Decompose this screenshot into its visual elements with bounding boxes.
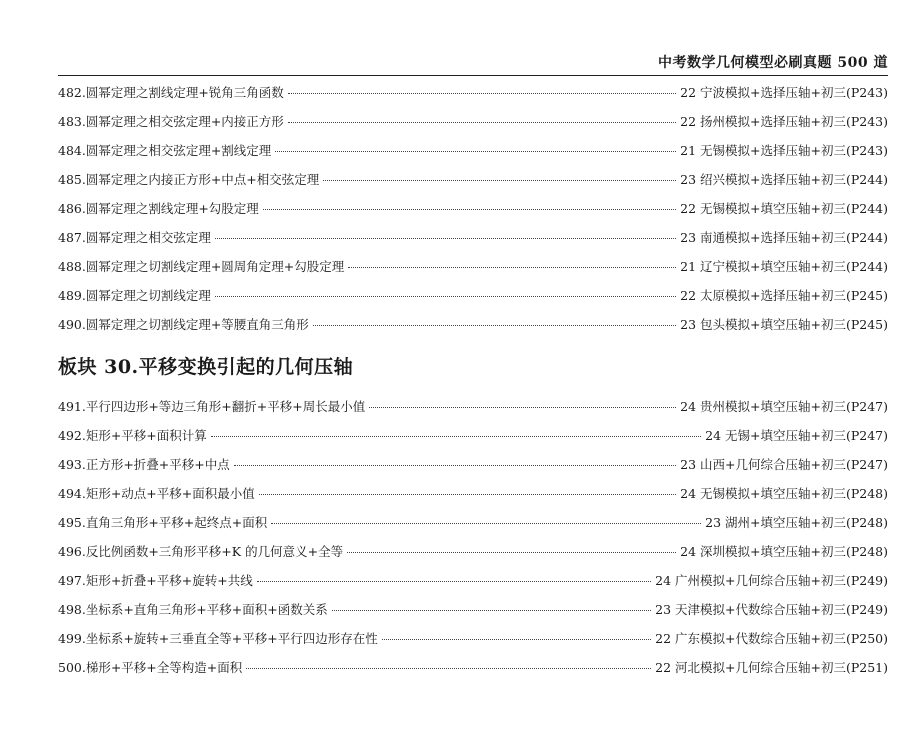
toc-entry[interactable] <box>58 455 888 484</box>
entry-title: 496.反比例函数+三角形平移+K 的几何意义+全等 <box>58 544 344 559</box>
page-header <box>58 42 888 76</box>
entry-source: 21 无锡模拟+选择压轴+初三(P243) <box>680 143 888 158</box>
toc-entry[interactable] <box>58 484 888 513</box>
toc-entry[interactable] <box>58 170 888 199</box>
toc-list-section-1 <box>58 83 888 344</box>
dot-leader <box>313 325 676 326</box>
dot-leader <box>288 93 676 94</box>
header-rule <box>58 75 888 76</box>
dot-leader <box>259 494 676 495</box>
toc-entry[interactable] <box>58 199 888 228</box>
entry-source: 24 无锡+填空压轴+初三(P247) <box>705 428 888 443</box>
entry-source: 24 广州模拟+几何综合压轴+初三(P249) <box>655 573 888 588</box>
toc-list-section-2 <box>58 397 888 687</box>
entry-title: 500.梯形+平移+全等构造+面积 <box>58 660 243 675</box>
dot-leader <box>275 151 676 152</box>
entry-title: 487.圆幂定理之相交弦定理 <box>58 230 211 245</box>
toc-entry[interactable] <box>58 571 888 600</box>
toc-entry[interactable] <box>58 629 888 658</box>
entry-source: 21 辽宁模拟+填空压轴+初三(P244) <box>680 259 888 274</box>
entry-source: 22 宁波模拟+选择压轴+初三(P243) <box>680 85 888 100</box>
entry-title: 483.圆幂定理之相交弦定理+内接正方形 <box>58 114 284 129</box>
entry-title: 495.直角三角形+平移+起终点+面积 <box>58 515 268 530</box>
toc-entry[interactable] <box>58 257 888 286</box>
dot-leader <box>288 122 676 123</box>
entry-source: 23 包头模拟+填空压轴+初三(P245) <box>680 317 888 332</box>
entry-title: 494.矩形+动点+平移+面积最小值 <box>58 486 255 501</box>
entry-source: 22 河北模拟+几何综合压轴+初三(P251) <box>655 660 888 675</box>
dot-leader <box>211 436 701 437</box>
entry-title: 489.圆幂定理之切割线定理 <box>58 288 211 303</box>
entry-title: 485.圆幂定理之内接正方形+中点+相交弦定理 <box>58 172 320 187</box>
dot-leader <box>323 180 676 181</box>
toc-entry[interactable] <box>58 228 888 257</box>
entry-source: 24 深圳模拟+填空压轴+初三(P248) <box>680 544 888 559</box>
entry-title: 492.矩形+平移+面积计算 <box>58 428 207 443</box>
toc-entry[interactable] <box>58 513 888 542</box>
entry-title: 497.矩形+折叠+平移+旋转+共线 <box>58 573 253 588</box>
dot-leader <box>332 610 651 611</box>
entry-source: 24 无锡模拟+填空压轴+初三(P248) <box>680 486 888 501</box>
entry-title: 488.圆幂定理之切割线定理+圆周角定理+勾股定理 <box>58 259 345 274</box>
entry-title: 491.平行四边形+等边三角形+翻折+平移+周长最小值 <box>58 399 366 414</box>
dot-leader <box>347 552 676 553</box>
entry-title: 498.坐标系+直角三角形+平移+面积+函数关系 <box>58 602 328 617</box>
toc-entry[interactable] <box>58 141 888 170</box>
dot-leader <box>215 238 676 239</box>
entry-source: 23 南通模拟+选择压轴+初三(P244) <box>680 230 888 245</box>
entry-title: 499.坐标系+旋转+三垂直全等+平移+平行四边形存在性 <box>58 631 378 646</box>
entry-title: 493.正方形+折叠+平移+中点 <box>58 457 230 472</box>
section-heading: 板块 30.平移变换引起的几何压轴 <box>58 356 354 378</box>
toc-entry[interactable] <box>58 315 888 344</box>
entry-source: 23 湖州+填空压轴+初三(P248) <box>705 515 888 530</box>
dot-leader <box>234 465 676 466</box>
entry-source: 22 太原模拟+选择压轴+初三(P245) <box>680 288 888 303</box>
dot-leader <box>369 407 676 408</box>
toc-entry[interactable] <box>58 658 888 687</box>
toc-entry[interactable] <box>58 542 888 571</box>
entry-source: 22 广东模拟+代数综合压轴+初三(P250) <box>655 631 888 646</box>
entry-title: 486.圆幂定理之割线定理+勾股定理 <box>58 201 259 216</box>
entry-source: 24 贵州模拟+填空压轴+初三(P247) <box>680 399 888 414</box>
dot-leader <box>382 639 651 640</box>
dot-leader <box>246 668 651 669</box>
toc-entry[interactable] <box>58 397 888 426</box>
entry-title: 484.圆幂定理之相交弦定理+割线定理 <box>58 143 272 158</box>
toc-entry[interactable] <box>58 83 888 112</box>
entry-source: 22 扬州模拟+选择压轴+初三(P243) <box>680 114 888 129</box>
dot-leader <box>271 523 701 524</box>
dot-leader <box>263 209 676 210</box>
dot-leader <box>257 581 651 582</box>
toc-entry[interactable] <box>58 600 888 629</box>
toc-entry[interactable] <box>58 286 888 315</box>
dot-leader <box>348 267 676 268</box>
toc-entry[interactable] <box>58 426 888 455</box>
entry-title: 490.圆幂定理之切割线定理+等腰直角三角形 <box>58 317 309 332</box>
entry-source: 23 天津模拟+代数综合压轴+初三(P249) <box>655 602 888 617</box>
dot-leader <box>215 296 676 297</box>
entry-source: 23 绍兴模拟+选择压轴+初三(P244) <box>680 172 888 187</box>
entry-source: 22 无锡模拟+填空压轴+初三(P244) <box>680 201 888 216</box>
book-title: 中考数学几何模型必刷真题 500 道 <box>658 55 888 71</box>
entry-source: 23 山西+几何综合压轴+初三(P247) <box>680 457 888 472</box>
toc-entry[interactable] <box>58 112 888 141</box>
entry-title: 482.圆幂定理之割线定理+锐角三角函数 <box>58 85 284 100</box>
